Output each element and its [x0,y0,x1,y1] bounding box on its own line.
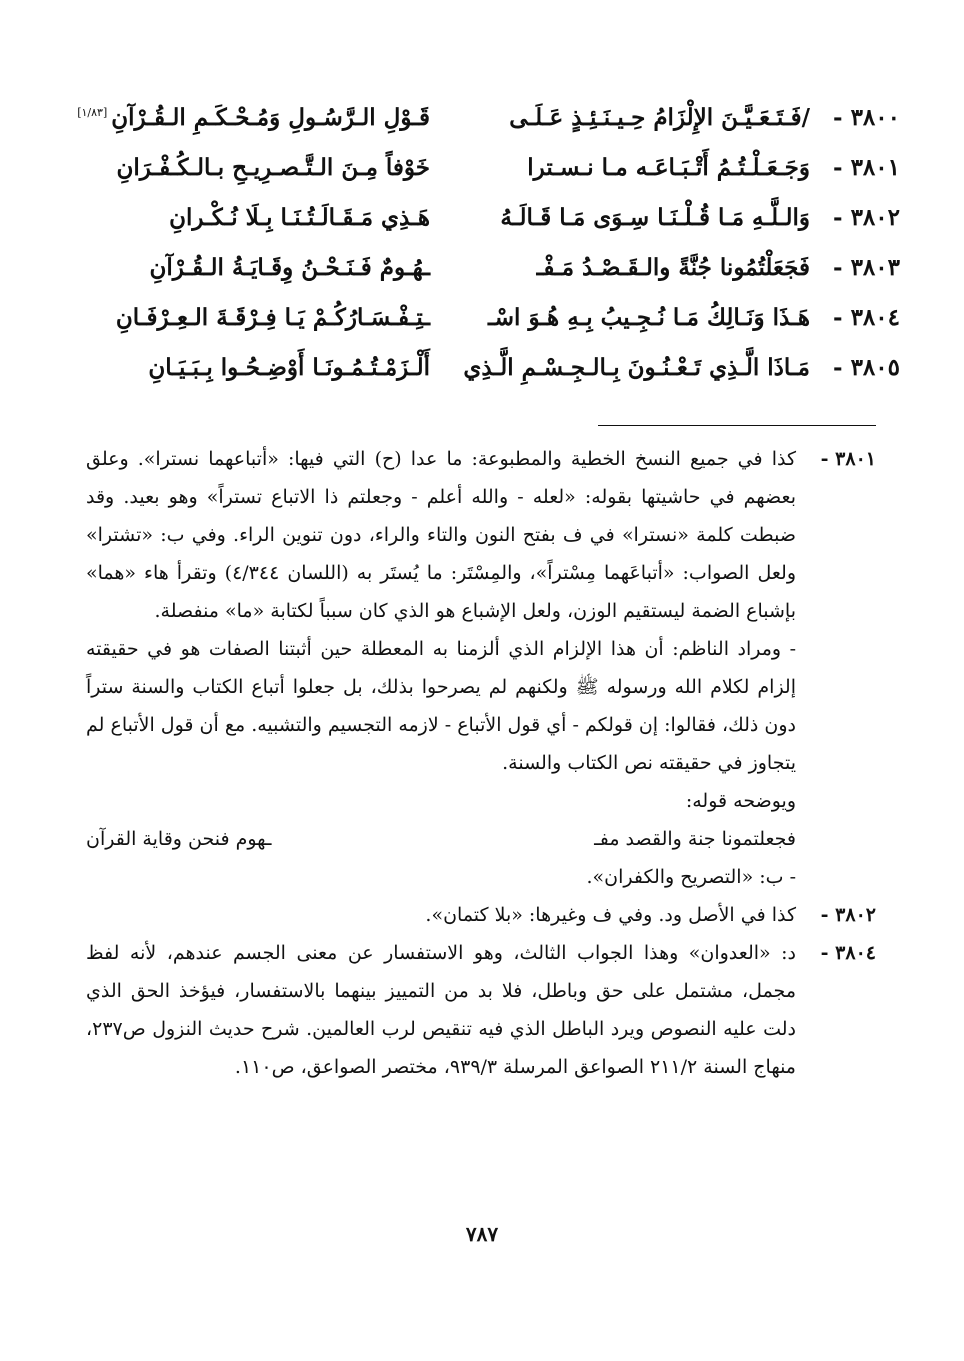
footnote-body [86,896,796,934]
verse-row [50,104,900,154]
quoted-verse-first: فجعلتمونا جنة والقصد مفـ [594,828,796,850]
footnote-paragraph: - ب: «التصريح والكفران». [586,866,796,888]
verse-number: ٣٨٠٢ - [833,204,900,231]
footnote-number: ٣٨٠٤ - [820,942,876,964]
verse-row [50,254,900,304]
verse-number: ٣٨٠٥ - [833,354,900,381]
verse-first-hemistich: /فَـتَـعَـيَّـنَ الإِلْزَامُ حِـيـنَـئِـذٍ عَـلَـى [509,104,810,131]
verse-number: ٣٨٠٤ - [833,304,900,331]
verse-first-hemistich: وَجَـعَـلْـتُـمُ أَتْـبَـاعَـه مـا نـسـترا [527,154,810,181]
quoted-verse-second: ـهوم فنحن وقاية القرآن [86,828,272,850]
verse-row [50,204,900,254]
verse-second-hemistich: ـتِـفْـسَـارُكُـمْ يَـا فِـرْقَـةَ الـعِـرْفَـانِ [115,304,430,331]
footnote-body [86,440,796,896]
verse-second-hemistich: ـهُـومٌ فَـنَـحْـنُ وِقَـايَـةُ الـقُـرْآنِ [149,254,430,281]
footnote-paragraph: كذا في جميع النسخ الخطية والمطبوعة: ما عدا (ح) التي فيها: «أتباعهما نسترا». وعلق بعضهم في حاشيتها بقوله: «لعله - والله أعلم - وجعلتم ذا الاتباع تستراً» وهو بعيد. وقد ضبطت كلمة «نسترا» في ف بفتح النون والتاء والراء، دون تنوين الراء. وفي ب: «تشترا» ولعل الصواب: «أتباعَهما مِسْتراً»، والمِسْتَر: ما يُستَر به (اللسان ٤/٣٤٤) وتقرأ هاء «هما» بإشباع الضمة ليستقيم الوزن، ولعل الإشباع هو الذي كان سبباً لكتابة «ما» منفصلة. [86,448,796,622]
footnote-paragraph: كذا في الأصل ود. وفي ف وغيرها: «بلا كتمان». [425,904,796,926]
footnote-body [86,934,796,1086]
verse-first-hemistich: مَـاذَا الَّـذِي تَـعْـنُـونَ بِـالـجِـسْـمِ الَّـذِي [463,354,810,381]
footnote [86,934,876,1086]
footnote [86,440,876,896]
manuscript-page-marker: [١/٨٣] [77,106,108,120]
verse-number: ٣٨٠١ - [833,154,900,181]
verse-first-hemistich: فَجَعَلْتُمُونا جُنَّةً والـقَـصْـدُ مَـفْـ [536,254,810,281]
footnote [86,896,876,934]
verse-row [50,154,900,204]
footnote-paragraph: ويوضحه قوله: [685,790,796,812]
verse-first-hemistich: وَالـلَّـهِ مَـا قُـلْـنَـا سِـوَى مَـا قَـالَـهُ [500,204,810,231]
verse-row [50,304,900,354]
footnotes [86,440,876,1086]
verse-number: ٣٨٠٣ - [833,254,900,281]
footnote-separator [598,425,876,426]
verse-first-hemistich: هَـذَا وَنَـالِكُ مَـا نُـجِـيبُ بِـهِ هُـوَ اسْـ [488,304,810,331]
footnote-number: ٣٨٠١ - [820,448,876,470]
verse-second-hemistich: خَوْفاً مِـنَ الـتَّـصـرِيـحِ بـالـكُـفْـرَانِ [116,154,430,181]
footnote-number: ٣٨٠٢ - [820,904,876,926]
poem-verses [50,104,900,404]
page-number: ٧٨٧ [465,1222,499,1246]
verse-second-hemistich: هَـذِي مَـقَـالَـتُـنَـا بِـلَا نُـكْـرانِ [169,204,430,231]
verse-second-hemistich: أَلْـزَمْـتُـمُـونَـا أَوْضِـحُـوا بِـبَـيَـانِ [148,354,430,381]
verse-row [50,354,900,404]
footnote-paragraph: - ومراد الناظم: أن هذا الإلزام الذي ألزمنا به المعطلة حين أثبتنا الصفات هو في حقيقته إلزام لكلام الله ورسوله ﷺ ولكنهم لم يصرحوا بذلك، بل جعلوا أتباع الكتاب والسنة ستراً دون ذلك، فقالوا: إن قولكم - أي قول الأتباع - لازمه التجسيم والتشبيه. مع أن قول الأتباع لم يتجاوز في حقيقته نص الكتاب والسنة. [86,638,796,774]
footnote-paragraph: د: «العدوان» وهذا الجواب الثالث، وهو الاستفسار عن معنى الجسم عندهم، لأنه لفظ مجمل، مشتمل على حق وباطل، فلا بد من التمييز بينهما بالاستفسار، فيؤخذ الحق الذي دلت عليه النصوص ويرد الباطل الذي فيه تنقيص لرب العالمين. شرح حديث النزول ص٢٣٧، منهاج السنة ٢١١/٢ الصواعق المرسلة ٩٣٩/٣، مختصر الصواعق، ص١١٠. [86,942,796,1078]
quoted-verse [86,820,796,858]
verse-second-hemistich: قَـوْلِ الـرَّسُـولِ وَمُـحْـكَـمِ الـقُـرْآنِ[١/٨٣] [77,104,430,131]
verse-number: ٣٨٠٠ - [833,104,900,131]
